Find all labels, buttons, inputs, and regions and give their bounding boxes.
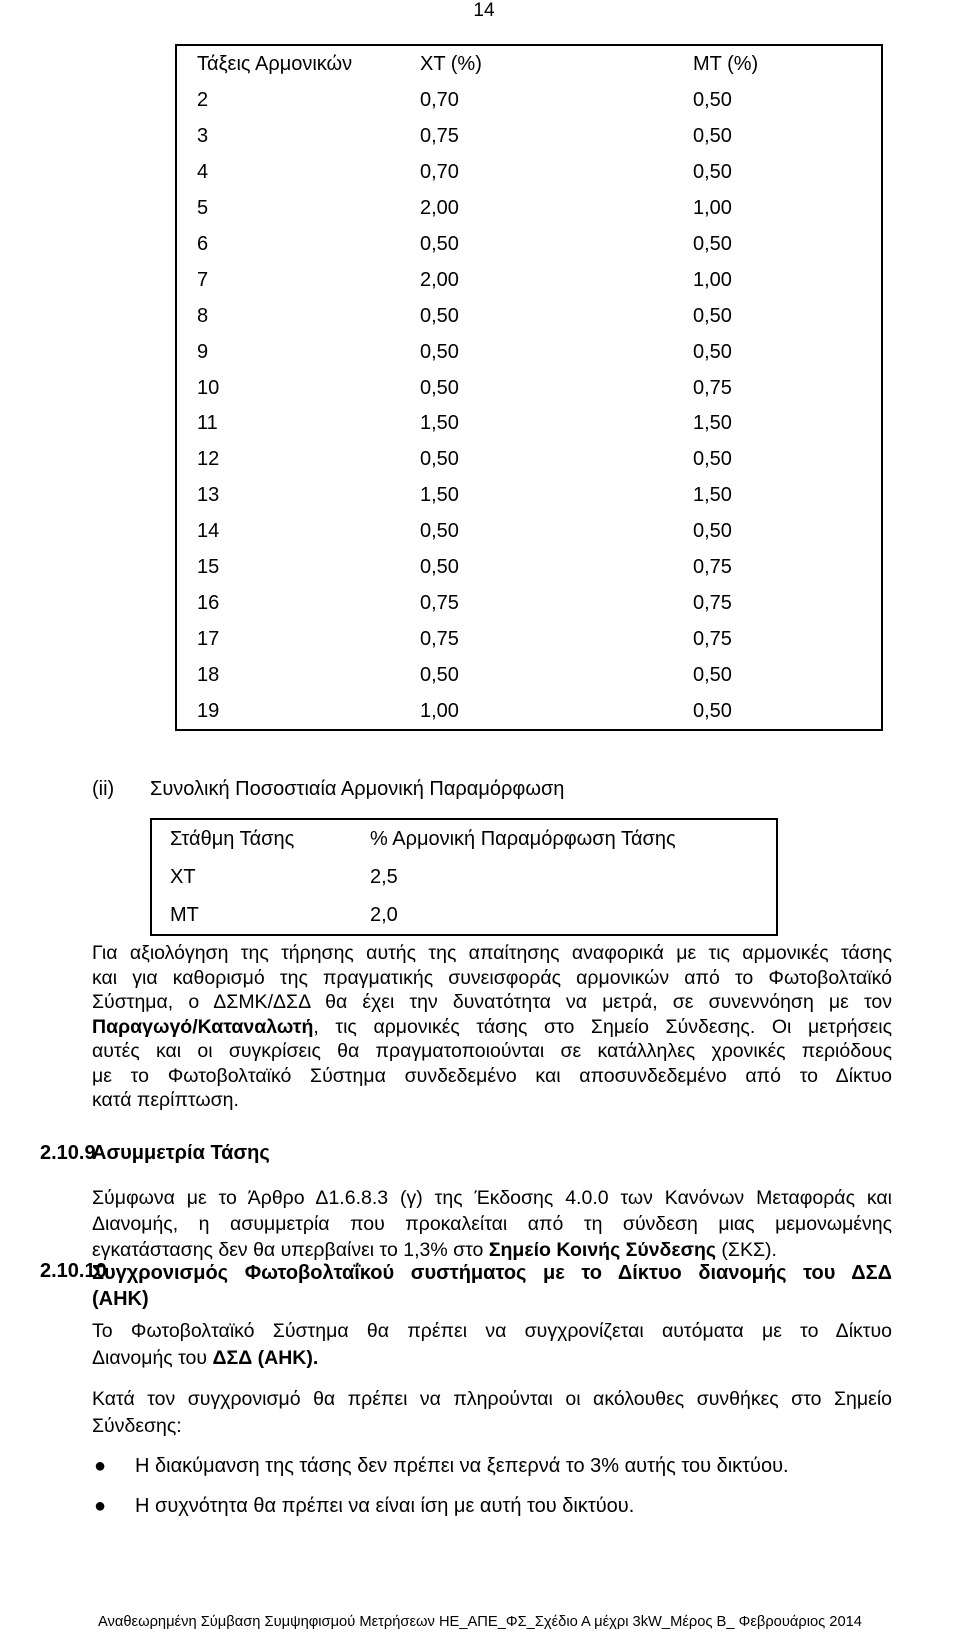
table-cell: 1,50 [693, 412, 732, 435]
table-cell: 0,50 [693, 663, 732, 686]
table-cell: 0,50 [420, 663, 459, 686]
paragraph-line [92, 1015, 892, 1040]
table-cell: 15 [197, 556, 220, 579]
table-row [176, 514, 882, 550]
table-cell: 0,75 [693, 376, 732, 399]
table-row [176, 298, 882, 334]
table-row [176, 657, 882, 693]
table-cell: 4 [197, 161, 209, 184]
table-cell: 0,70 [420, 161, 459, 184]
section-title-line: (ΑΗΚ) [92, 1288, 149, 1310]
table-row [176, 693, 882, 730]
thd-heading: Συνολική Ποσοστιαία Αρμονική Παραμόρφωση [150, 778, 565, 800]
paragraph-line: με το Φωτοβολταϊκό Σύστημα συνδεδεμένο και αποσυνδεδεμένο από το Δίκτυο [92, 1064, 892, 1087]
table-cell: 0,50 [693, 233, 732, 255]
paragraph-line [92, 1345, 892, 1372]
table-cell: 9 [197, 340, 209, 363]
table-row [176, 478, 882, 514]
table-cell: 1,00 [420, 699, 459, 722]
table-cell: 5 [197, 197, 209, 220]
table-cell: 12 [197, 448, 220, 471]
table-cell: 14 [197, 520, 220, 543]
column-header-mv: ΜΤ (%) [693, 53, 759, 75]
section-title: Ασυμμετρία Τάσης [92, 1142, 270, 1164]
column-header-lv: ΧΤ (%) [420, 53, 482, 75]
paragraph-text: Διανομής του [92, 1347, 213, 1369]
table-cell: 2,00 [420, 197, 459, 220]
table-row [176, 119, 882, 155]
table-cell: 0,50 [693, 520, 732, 543]
table-cell: 0,75 [420, 627, 459, 650]
table-cell: 0,70 [420, 89, 459, 112]
table-cell: 0,50 [420, 340, 459, 363]
paragraph-text: (ΣΚΣ). [716, 1239, 777, 1261]
table-header-row [151, 819, 777, 858]
table-cell: 6 [197, 233, 209, 255]
column-header-thd: % Αρμονική Παραμόρφωση Τάσης [370, 827, 676, 850]
bold-term: Παραγωγό/Καταναλωτή [92, 1015, 314, 1038]
harmonics-assessment-paragraph [92, 941, 892, 1113]
section-number: 2.10.10 [40, 1260, 107, 1282]
table-row [176, 334, 882, 370]
table-row [151, 858, 777, 896]
table-cell: 1,50 [693, 484, 732, 507]
table-cell: 0,75 [420, 591, 459, 614]
paragraph-line: Σύστημα, ο ΔΣΜΚ/ΔΣΔ θα έχει την δυνατότητα να μετρά, σε συνεννόηση με τον [92, 991, 892, 1013]
bullet-icon: ● [94, 1495, 107, 1517]
table-cell: 3 [197, 125, 209, 148]
section-title-line: Συγχρονισμός Φωτοβολταΐκού συστήματος με το Δίκτυο διανομής του ΔΣΔ [92, 1262, 892, 1284]
table-row [176, 585, 882, 621]
table-cell: 0,50 [420, 233, 459, 255]
table-cell: 1,00 [693, 197, 732, 220]
table-cell: ΜΤ [170, 903, 199, 926]
paragraph-line: Διανομής, η ασυμμετρία που προκαλείται από τη σύνδεση μιας μεμονωμένης [92, 1213, 892, 1235]
table-row [176, 550, 882, 586]
table-cell: 19 [197, 699, 220, 722]
thd-table [150, 818, 778, 936]
table-cell: 0,50 [420, 304, 459, 327]
synchronisation-paragraph [92, 1318, 892, 1372]
table-cell: 18 [197, 663, 220, 686]
paragraph-line: Κατά τον συγχρονισμό θα πρέπει να πληρούνται οι ακόλουθες συνθήκες στο Σημείο [92, 1388, 892, 1410]
table-cell: 16 [197, 591, 220, 614]
table-cell: 0,50 [693, 161, 732, 184]
bold-term: ΔΣΔ (ΑΗΚ). [212, 1347, 319, 1369]
table-cell: 0,50 [693, 448, 732, 471]
section-title [92, 1260, 892, 1312]
paragraph-line: Το Φωτοβολταϊκό Σύστημα θα πρέπει να συγχρονίζεται αυτόματα με το Δίκτυο [92, 1320, 892, 1342]
table-row [176, 155, 882, 191]
table-row [176, 406, 882, 442]
bold-term: Σημείο Κοινής Σύνδεσης [488, 1239, 717, 1261]
table-cell: 10 [197, 376, 220, 399]
table-cell: 0,75 [693, 591, 732, 614]
page-footer: Αναθεωρημένη Σύμβαση Συμψηφισμού Μετρήσεων ΗΕ_ΑΠΕ_ΦΣ_Σχέδιο Α μέχρι 3kW_Μέρος Β_ Φεβρουάριος 2014 [98, 1614, 862, 1630]
table-cell: 17 [197, 627, 220, 650]
paragraph-text: εγκατάστασης δεν θα υπερβαίνει το 1,3% στο [92, 1239, 489, 1261]
table-cell: 2,0 [370, 903, 398, 926]
paragraph-line: αυτές και οι συγκρίσεις θα πραγματοποιούνται σε κατάλληλες χρονικές περιόδους [92, 1040, 892, 1062]
table-cell: 7 [197, 268, 209, 291]
table-cell: 2 [197, 89, 209, 112]
table-cell: 0,50 [693, 340, 732, 363]
table-cell: 2,00 [420, 268, 459, 291]
table-row [151, 896, 777, 935]
column-header-harmonic-order: Τάξεις Αρμονικών [197, 53, 353, 75]
column-header-voltage-level: Στάθμη Τάσης [170, 827, 295, 850]
table-cell: 0,50 [693, 699, 732, 722]
paragraph-line: Σύνδεσης: [92, 1415, 182, 1437]
table-cell: 1,50 [420, 412, 459, 435]
table-row [176, 621, 882, 657]
table-cell: ΧΤ [170, 865, 196, 888]
table-cell: 0,75 [693, 627, 732, 650]
table-cell: 11 [197, 412, 218, 435]
table-cell: 0,50 [420, 376, 459, 399]
paragraph-line: και για καθορισμό της πραγματικής συνεισφοράς αρμονικών από το Φωτοβολταϊκό [92, 966, 892, 989]
table-row [176, 191, 882, 227]
paragraph-text: , τις αρμονικές τάσης στο Σημείο Σύνδεσης. Οι μετρήσεις [313, 1015, 892, 1038]
table-cell: 8 [197, 304, 209, 327]
table-cell: 0,50 [693, 304, 732, 327]
table-row [176, 442, 882, 478]
table-row [176, 262, 882, 298]
table-cell: 0,50 [420, 520, 459, 543]
paragraph-line: Για αξιολόγηση της τήρησης αυτής της απαίτησης αναφορικά με τις αρμονικές τάσης [92, 942, 892, 964]
table-cell: 0,50 [693, 125, 732, 148]
conditions-paragraph [92, 1386, 892, 1440]
table-cell: 0,75 [693, 556, 732, 579]
list-item: Η συχνότητα θα πρέπει να είναι ίση με αυτή του δικτύου. [135, 1495, 635, 1517]
page-number: 14 [473, 0, 495, 21]
item-label: (ii) [92, 778, 115, 800]
bullet-icon: ● [94, 1455, 107, 1477]
table-cell: 1,50 [420, 484, 459, 507]
list-item: Η διακύμανση της τάσης δεν πρέπει να ξεπερνά το 3% αυτής του δικτύου. [135, 1455, 789, 1477]
voltage-unbalance-paragraph [92, 1185, 892, 1263]
paragraph-line: Σύμφωνα με το Άρθρο Δ1.6.8.3 (γ) της Έκδοσης 4.0.0 των Κανόνων Μεταφοράς και [92, 1187, 892, 1209]
table-cell: 13 [197, 484, 220, 507]
table-cell: 1,00 [693, 268, 732, 291]
paragraph-line: κατά περίπτωση. [92, 1089, 239, 1111]
table-row [176, 227, 882, 263]
table-cell: 0,50 [693, 89, 732, 112]
table-row [176, 370, 882, 406]
table-cell: 0,75 [420, 125, 459, 148]
harmonics-table [175, 44, 883, 731]
section-number: 2.10.9 [40, 1142, 96, 1164]
table-cell: 0,50 [420, 556, 459, 579]
table-row [176, 83, 882, 119]
table-cell: 0,50 [420, 448, 459, 471]
table-header-row [176, 45, 882, 83]
table-cell: 2,5 [370, 865, 398, 888]
